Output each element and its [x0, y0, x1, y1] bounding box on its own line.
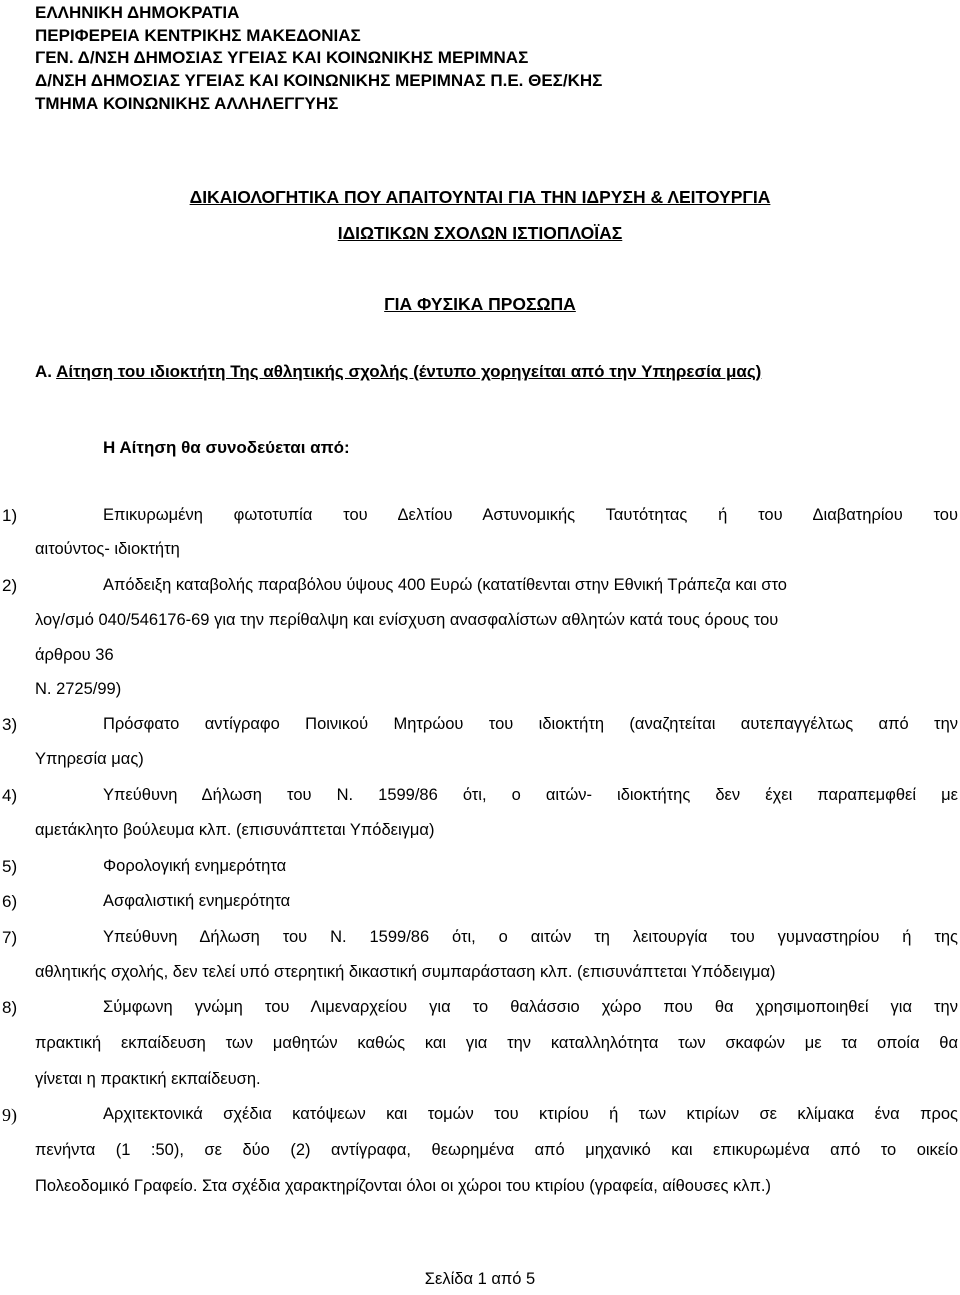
document-title-line-1: ΔΙΚΑΙΟΛΟΓΗΤΙΚΑ ΠΟΥ ΑΠΑΙΤΟΥΝΤΑΙ ΓΙΑ ΤΗΝ ΙΔΡΥΣΗ & ΛΕΙΤΟΥΡΓΙΑ: [189, 187, 771, 207]
item-number: 5): [2, 857, 18, 876]
item-1-line-2: αιτούντος- ιδιοκτήτη: [35, 540, 180, 558]
item-9-line-2: πενήντα (1 :50), σε δύο (2) αντίγραφα, θεωρημένα από μηχανικό και επικυρωμένα από το οικείο: [35, 1141, 958, 1159]
item-number: 8): [2, 998, 18, 1017]
header-line-3: ΓΕΝ. Δ/ΝΣΗ ΔΗΜΟΣΙΑΣ ΥΓΕΙΑΣ ΚΑΙ ΚΟΙΝΩΝΙΚΗΣ ΜΕΡΙΜΝΑΣ: [35, 48, 529, 68]
item-2-line-4: Ν. 2725/99): [35, 680, 122, 698]
header-line-2: ΠΕΡΙΦΕΡΕΙΑ ΚΕΝΤΡΙΚΗΣ ΜΑΚΕΔΟΝΙΑΣ: [35, 25, 361, 45]
item-number: 3): [2, 715, 18, 734]
document-subtitle: ΓΙΑ ΦΥΣΙΚΑ ΠΡΟΣΩΠΑ: [384, 294, 576, 314]
item-number: 1): [2, 506, 18, 525]
item-7-line-2: αθλητικής σχολής, δεν τελεί υπό στερητική δικαστική συμπαράσταση κλπ. (επισυνάπτεται Υπόδειγμα): [35, 963, 776, 981]
header-line-4: Δ/ΝΣΗ ΔΗΜΟΣΙΑΣ ΥΓΕΙΑΣ ΚΑΙ ΚΟΙΝΩΝΙΚΗΣ ΜΕΡΙΜΝΑΣ Π.Ε. ΘΕΣ/ΚΗΣ: [35, 71, 603, 91]
document-title-line-2: ΙΔΙΩΤΙΚΩΝ ΣΧΟΛΩΝ ΙΣΤΙΟΠΛΟΪΑΣ: [337, 223, 623, 243]
item-9-line-1: Αρχιτεκτονικά σχέδια κατόψεων και τομών του κτιρίου ή των κτιρίων σε κλίμακα ένα προς: [103, 1105, 958, 1123]
item-number: 6): [2, 892, 18, 911]
accompany-heading: Η Αίτηση θα συνοδεύεται από:: [103, 438, 350, 457]
item-8-line-1: Σύμφωνη γνώμη του Λιμεναρχείου για το θαλάσσιο χώρο που θα χρησιμοποιηθεί για την: [103, 998, 958, 1016]
item-number: 4): [2, 786, 18, 805]
item-6-line-1: Ασφαλιστική ενημερότητα: [103, 892, 291, 910]
item-1-line-1: Επικυρωμένη φωτοτυπία του Δελτίου Αστυνομικής Ταυτότητας ή του Διαβατηρίου του: [103, 506, 958, 524]
item-number: 9): [2, 1105, 17, 1125]
item-4-line-1: Υπεύθυνη Δήλωση του Ν. 1599/86 ότι, ο αιτών- ιδιοκτήτης δεν έχει παραπεμφθεί με: [103, 786, 958, 804]
page-number-footer: Σελίδα 1 από 5: [424, 1270, 536, 1288]
item-3-line-2: Υπηρεσία μας): [35, 750, 144, 768]
item-8-line-3: γίνεται η πρακτική εκπαίδευση.: [35, 1070, 261, 1088]
item-2-line-3: άρθρου 36: [35, 646, 114, 664]
item-2-line-1: Απόδειξη καταβολής παραβόλου ύψους 400 Ευρώ (κατατίθενται στην Εθνική Τράπεζα και στο: [103, 576, 787, 594]
header-line-1: ΕΛΛΗΝΙΚΗ ΔΗΜΟΚΡΑΤΙΑ: [35, 3, 240, 22]
section-a-heading: [35, 362, 761, 382]
item-2-line-2: λογ/σμό 040/546176-69 για την περίθαλψη και ενίσχυση ανασφαλίστων αθλητών κατά τους όρους του: [35, 611, 779, 629]
item-9-line-3: Πολεοδομικό Γραφείο. Στα σχέδια χαρακτηρίζονται όλοι οι χώροι του κτιρίου (γραφεία, αίθουσες κλπ.): [35, 1177, 772, 1195]
item-3-line-1: Πρόσφατο αντίγραφο Ποινικού Μητρώου του ιδιοκτήτη (αναζητείται αυτεπαγγέλτως από την: [103, 715, 958, 733]
header-line-5: ΤΜΗΜΑ ΚΟΙΝΩΝΙΚΗΣ ΑΛΛΗΛΕΓΓΥΗΣ: [35, 93, 339, 113]
agency-header: [35, 2, 602, 116]
item-7-line-1: Υπεύθυνη Δήλωση του Ν. 1599/86 ότι, ο αιτών τη λειτουργία του γυμναστηρίου ή της: [103, 928, 958, 946]
section-a-text: Αίτηση του ιδιοκτήτη Της αθλητικής σχολής (έντυπο χορηγείται από την Υπηρεσία μας): [56, 362, 762, 381]
item-4-line-2: αμετάκλητο βούλευμα κλπ. (επισυνάπτεται Υπόδειγμα): [35, 821, 435, 839]
item-number: 7): [2, 928, 18, 947]
item-5-line-1: Φορολογική ενημερότητα: [103, 857, 287, 875]
section-a-letter: Α.: [35, 362, 52, 381]
item-number: 2): [2, 576, 18, 595]
item-8-line-2: πρακτική εκπαίδευση των μαθητών καθώς και για την καταλληλότητα των σκαφών με τα οποία θα: [35, 1034, 958, 1052]
